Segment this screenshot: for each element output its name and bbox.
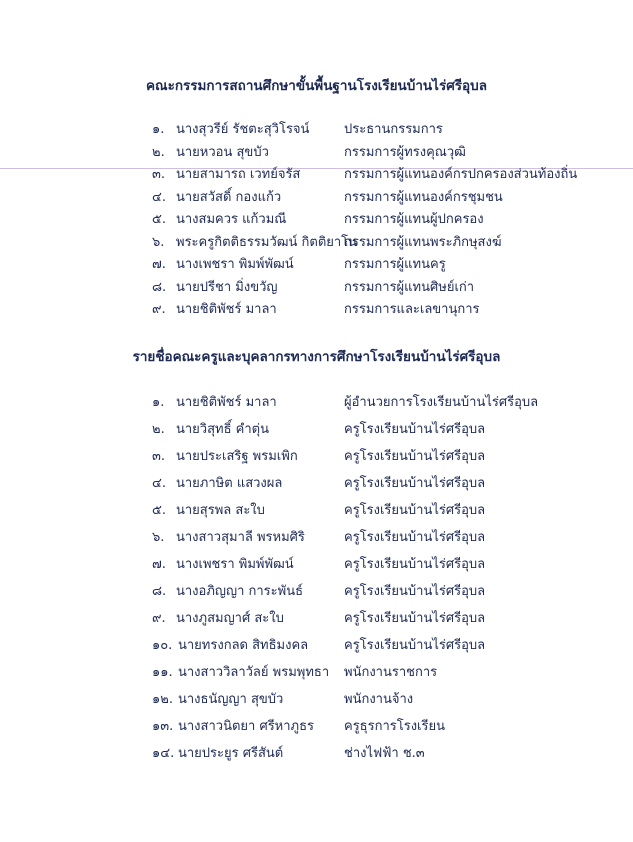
member-name: นางสุวรีย์ รัชตะสุวิโรจน์ xyxy=(176,122,310,137)
member-name: นางสาวสุมาลี พรหมศิริ xyxy=(176,530,305,545)
item-number: ๕. xyxy=(152,212,166,227)
committee-title: คณะกรรมการสถานศึกษาขั้นพื้นฐานโรงเรียนบ้านไร่ศรีอุบล xyxy=(146,78,487,94)
member-role: กรรมการผู้แทนพระภิกษุสงฆ์ xyxy=(344,235,502,250)
member-role: ครูโรงเรียนบ้านไร่ศรีอุบล xyxy=(344,611,486,626)
member-name: นางอภิญญา การะพันธ์ xyxy=(176,584,304,599)
member-name: นายชิติพัชร์ มาลา xyxy=(176,395,277,410)
item-number: ๙. xyxy=(152,611,166,626)
member-name: นายภาษิต แสวงผล xyxy=(176,476,283,491)
list-item xyxy=(0,163,633,181)
member-name: นายทรงกลด สิทธิมงคล xyxy=(178,638,309,653)
member-role: ครูโรงเรียนบ้านไร่ศรีอุบล xyxy=(344,449,486,464)
member-name: นายสวัสดิ์ กองแก้ว xyxy=(176,190,282,205)
list-item xyxy=(0,208,633,226)
member-name: นายประยูร ศรีสันต์ xyxy=(178,746,284,761)
item-number: ๒. xyxy=(152,422,165,437)
list-item xyxy=(0,715,633,733)
item-number: ๘. xyxy=(152,280,167,295)
item-number: ๑๓. xyxy=(152,719,174,734)
member-role: ครูโรงเรียนบ้านไร่ศรีอุบล xyxy=(344,503,486,518)
item-number: ๗. xyxy=(152,257,166,272)
member-name: นายวิสุทธิ์ คำตุ่น xyxy=(176,422,269,437)
member-role: พนักงานราชการ xyxy=(344,665,438,680)
member-role: ช่างไฟฟ้า ช.๓ xyxy=(344,746,425,761)
item-number: ๑๐. xyxy=(152,638,173,653)
item-number: ๖. xyxy=(152,530,165,545)
member-name: นางเพชรา พิมพ์พัฒน์ xyxy=(176,257,294,272)
member-name: นายประเสริฐ พรมเพิก xyxy=(176,449,298,464)
list-item xyxy=(0,499,633,517)
list-item xyxy=(0,634,633,652)
member-role: ครูโรงเรียนบ้านไร่ศรีอุบล xyxy=(344,422,486,437)
member-name: นางธนัญญา สุขบัว xyxy=(178,692,284,707)
member-role: กรรมการผู้ทรงคุณวุฒิ xyxy=(344,145,466,160)
member-role: พนักงานจ้าง xyxy=(344,692,414,707)
list-item xyxy=(0,418,633,436)
member-role: ครูธุรการโรงเรียน xyxy=(344,719,445,734)
member-name: นายหวอน สุขบัว xyxy=(176,145,269,160)
member-role: กรรมการผู้แทนองค์กรปกครองส่วนท้องถิ่น xyxy=(344,167,578,182)
member-name: นางสมควร แก้วมณี xyxy=(176,212,287,227)
member-role: กรรมการผู้แทนครู xyxy=(344,257,446,272)
member-name: นายปรีชา มิ่งขวัญ xyxy=(176,280,278,295)
list-item xyxy=(0,445,633,463)
item-number: ๑. xyxy=(152,395,165,410)
list-item xyxy=(0,607,633,625)
member-role: ครูโรงเรียนบ้านไร่ศรีอุบล xyxy=(344,584,486,599)
member-role: กรรมการผู้แทนผู้ปกครอง xyxy=(344,212,484,227)
member-role: ครูโรงเรียนบ้านไร่ศรีอุบล xyxy=(344,476,486,491)
item-number: ๖. xyxy=(152,235,165,250)
list-item xyxy=(0,276,633,294)
staff-title: รายชื่อคณะครูและบุคลากรทางการศึกษาโรงเรียนบ้านไร่ศรีอุบล xyxy=(132,349,501,365)
item-number: ๗. xyxy=(152,557,166,572)
member-role: ประธานกรรมการ xyxy=(344,122,443,137)
member-role: ผู้อำนวยการโรงเรียนบ้านไร่ศรีอุบล xyxy=(344,395,539,410)
member-role: กรรมการผู้แทนองค์กรชุมชน xyxy=(344,190,503,205)
member-role: ครูโรงเรียนบ้านไร่ศรีอุบล xyxy=(344,557,486,572)
item-number: ๔. xyxy=(152,190,166,205)
item-number: ๕. xyxy=(152,503,166,518)
item-number: ๑. xyxy=(152,122,165,137)
member-name: นายสามารถ เวทย์จรัส xyxy=(176,167,301,182)
member-name: พระครูกิตติธรรมวัฒน์ กิตติยาโน xyxy=(176,235,358,250)
item-number: ๑๔. xyxy=(152,746,175,761)
member-name: นางสาวนิตยา ศรีหาภูธร xyxy=(178,719,315,734)
item-number: ๑๒. xyxy=(152,692,173,707)
list-item xyxy=(0,391,633,409)
member-role: ครูโรงเรียนบ้านไร่ศรีอุบล xyxy=(344,638,486,653)
member-name: นายชิติพัชร์ มาลา xyxy=(176,302,277,317)
member-role: กรรมการและเลขานุการ xyxy=(344,302,480,317)
list-item xyxy=(0,688,633,706)
member-name: นางเพชรา พิมพ์พัฒน์ xyxy=(176,557,294,572)
item-number: ๘. xyxy=(152,584,167,599)
list-item xyxy=(0,472,633,490)
member-role: กรรมการผู้แทนศิษย์เก่า xyxy=(344,280,475,295)
list-item xyxy=(0,231,633,249)
item-number: ๙. xyxy=(152,302,166,317)
item-number: ๒. xyxy=(152,145,165,160)
list-item xyxy=(0,661,633,679)
member-name: นางสาววิลาวัลย์ พรมพุทธา xyxy=(178,665,330,680)
list-item xyxy=(0,553,633,571)
item-number: ๔. xyxy=(152,476,166,491)
list-item xyxy=(0,580,633,598)
member-role: ครูโรงเรียนบ้านไร่ศรีอุบล xyxy=(344,530,486,545)
member-name: นายสุรพล สะใบ xyxy=(176,503,265,518)
item-number: ๓. xyxy=(152,449,166,464)
list-item xyxy=(0,141,633,159)
member-name: นางภูสมญาศ์ สะใบ xyxy=(176,611,284,626)
list-item xyxy=(0,742,633,760)
item-number: ๓. xyxy=(152,167,166,182)
list-item xyxy=(0,186,633,204)
list-item xyxy=(0,298,633,316)
list-item xyxy=(0,253,633,271)
list-item xyxy=(0,526,633,544)
list-item xyxy=(0,118,633,136)
item-number: ๑๑. xyxy=(152,665,173,680)
